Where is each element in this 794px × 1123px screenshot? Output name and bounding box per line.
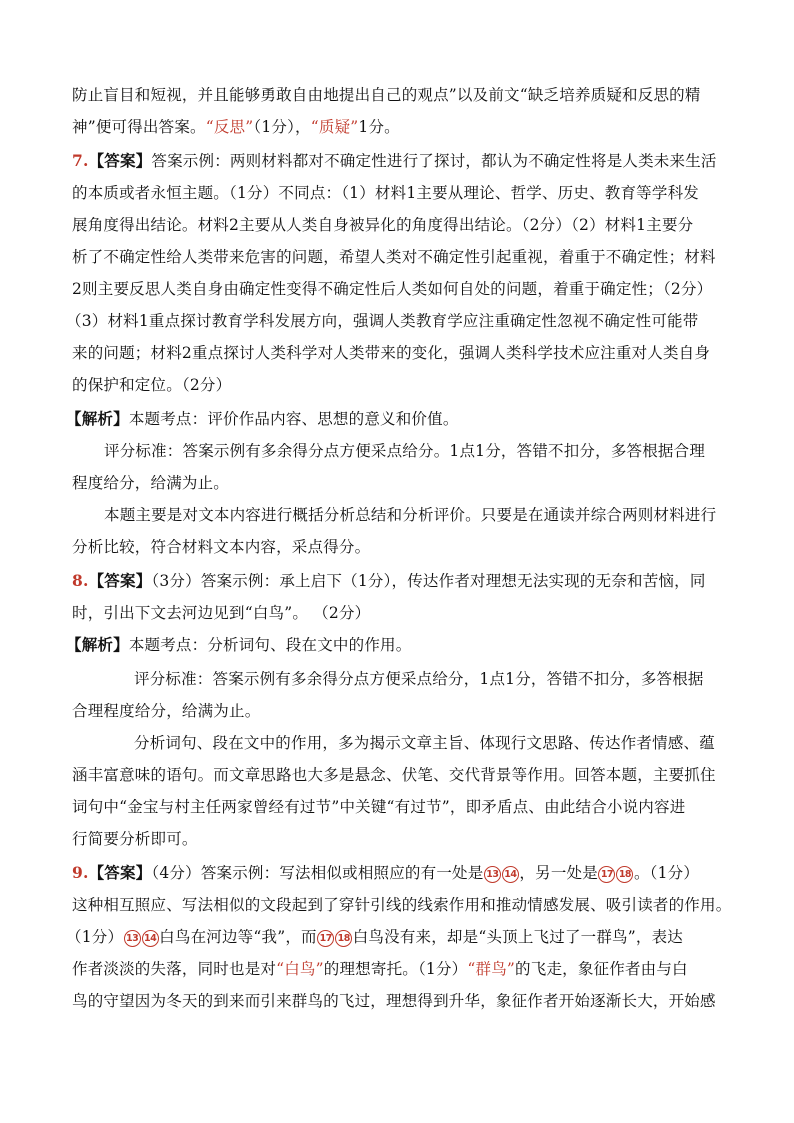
circled-paragraph-number: 18 <box>616 866 633 883</box>
text-segment: 2则主要反思人类自身由确定性变得不确定性后人类如何自处的问题，着重于确定性；（2分） <box>72 280 713 298</box>
text-line <box>72 375 231 395</box>
text-line <box>72 863 699 883</box>
text-line <box>72 215 693 235</box>
text-segment: 分析比较，符合材料文本内容，采点得分。 <box>72 538 371 556</box>
text-segment: 分析词句、段在文中的作用，多为揭示文章主旨、体现行文思路、传达作者情感、蕴 <box>134 734 715 752</box>
highlighted-keyword: “群鸟” <box>467 960 516 978</box>
text-line <box>66 311 698 331</box>
text-segment: 程度给分，给满为止。 <box>72 474 230 492</box>
text-segment: 作者淡淡的失落，同时也是对 <box>72 960 277 978</box>
circled-paragraph-number: 14 <box>502 866 519 883</box>
text-segment: 来的问题；材料2重点探讨人类科学对人类带来的变化，强调人类科学技术应注重对人类自身 <box>72 344 711 362</box>
question-number: 7. <box>72 151 89 170</box>
section-tag: 【答案】 <box>88 571 152 590</box>
text-line <box>72 343 710 363</box>
text-line <box>72 959 688 979</box>
section-tag: 【答案】 <box>88 863 152 882</box>
text-segment: 展角度得出结论。材料2主要从人类自身被异化的角度得出结论。（2分）（2）材料1主要分 <box>72 216 694 234</box>
text-segment: 行简要分析即可。 <box>72 830 198 848</box>
question-number: 9. <box>72 863 89 882</box>
text-line <box>134 669 704 689</box>
text-line <box>72 537 370 557</box>
circled-paragraph-number: 18 <box>335 930 352 947</box>
text-line <box>72 571 706 591</box>
text-segment: 防止盲目和短视，并且能够勇敢自由地提出自己的观点”以及前文“缺乏培养质疑和反思的精 <box>72 86 701 104</box>
text-segment: （1分） <box>66 928 124 946</box>
text-segment: 评分标准：答案示例有多余得分点方便采点给分，1点1分，答错不扣分，多答根据 <box>134 670 704 688</box>
section-tag: 【解析】 <box>66 409 129 428</box>
text-segment: 涵丰富意味的语句。而文章思路也大多是悬念、伏笔、交代背景等作用。回答本题，主要抓住 <box>72 766 716 784</box>
text-segment: 鸟的守望因为冬天的到来而引来群鸟的飞过，理想得到升华，象征作者开始逐渐长大，开始感 <box>72 992 716 1010</box>
circled-paragraph-number: 13 <box>124 930 141 947</box>
text-line <box>104 505 716 525</box>
text-line <box>72 895 731 915</box>
circled-paragraph-number: 13 <box>484 866 501 883</box>
text-segment: 这种相互照应、写法相似的文段起到了穿针引线的线索作用和推动情感发展、吸引读者的作用。 <box>72 896 732 914</box>
text-line <box>72 829 198 849</box>
highlighted-keyword: “反思” <box>205 118 254 136</box>
text-segment: 词句中“金宝与村主任两家曾经有过节”中关键“有过节”，即矛盾点、由此结合小说内容进 <box>72 798 686 816</box>
text-line <box>72 85 701 105</box>
text-line <box>72 151 717 171</box>
text-segment: 的本质或者永恒主题。（1分）不同点：（1）材料1主要从理论、哲学、历史、教育等学科发 <box>72 184 699 202</box>
text-segment: 1分。 <box>358 118 400 136</box>
section-tag: 【答案】 <box>88 151 152 170</box>
text-segment: 本题考点：评价作品内容、思想的意义和价值。 <box>128 410 459 428</box>
text-line <box>72 991 716 1011</box>
text-segment: 神”便可得出答案。 <box>72 118 206 136</box>
question-number: 8. <box>72 571 89 590</box>
text-segment: ，另一处是 <box>519 864 598 882</box>
text-segment: 白鸟在河边等“我”，而 <box>159 928 317 946</box>
text-line <box>72 603 370 623</box>
text-segment: 时，引出下文去河边见到“白鸟”。 （2分） <box>72 604 371 622</box>
text-line <box>66 927 683 947</box>
text-line <box>66 409 459 429</box>
section-tag: 【解析】 <box>66 635 129 654</box>
text-segment: 的理想寄托。（1分） <box>323 960 468 978</box>
text-segment: 。（1分） <box>633 864 700 882</box>
text-segment: （1分）， <box>253 118 311 136</box>
text-line <box>72 279 712 299</box>
highlighted-keyword: “白鸟” <box>276 960 324 978</box>
text-segment: （3）材料1重点探讨教育学科发展方向，强调人类教育学应注重确定性忽视不确定性可能带 <box>66 312 699 330</box>
circled-paragraph-number: 17 <box>598 866 615 883</box>
text-segment: 析了不确定性给人类带来危害的问题，希望人类对不确定性引起重视，着重于不确定性；材料 <box>72 248 716 266</box>
text-segment: 合理程度给分，给满为止。 <box>72 702 261 720</box>
text-line <box>134 733 715 753</box>
text-segment: 本题主要是对文本内容进行概括分析总结和分析评价。只要是在通读并综合两则材料进行 <box>104 506 717 524</box>
text-line <box>72 473 229 493</box>
text-segment: 答案示例：两则材料都对不确定性进行了探讨，都认为不确定性将是人类未来生活 <box>151 152 717 170</box>
text-segment: （4分）答案示例：写法相似或相照应的有一处是 <box>151 864 484 882</box>
text-line <box>72 701 260 721</box>
text-line <box>66 635 411 655</box>
text-line <box>72 765 716 785</box>
text-segment: （3分）答案示例：承上启下（1分），传达作者对理想无法实现的无奈和苦恼，同 <box>151 572 706 590</box>
text-line <box>72 183 699 203</box>
text-line <box>72 117 400 137</box>
text-line <box>72 247 716 267</box>
highlighted-keyword: “质疑” <box>310 118 359 136</box>
circled-paragraph-number: 14 <box>142 930 159 947</box>
text-segment: 的保护和定位。（2分） <box>72 376 232 394</box>
text-segment: 评分标准：答案示例有多余得分点方便采点给分。1点1分，答错不扣分，多答根据合理 <box>104 442 706 460</box>
text-line <box>104 441 705 461</box>
circled-paragraph-number: 17 <box>317 930 334 947</box>
text-line <box>72 797 685 817</box>
text-segment: 的飞走，象征作者由与白 <box>515 960 688 978</box>
text-segment: 白鸟没有来，却是“头顶上飞过了一群鸟”，表达 <box>352 928 683 946</box>
text-segment: 本题考点：分析词句、段在文中的作用。 <box>128 636 412 654</box>
